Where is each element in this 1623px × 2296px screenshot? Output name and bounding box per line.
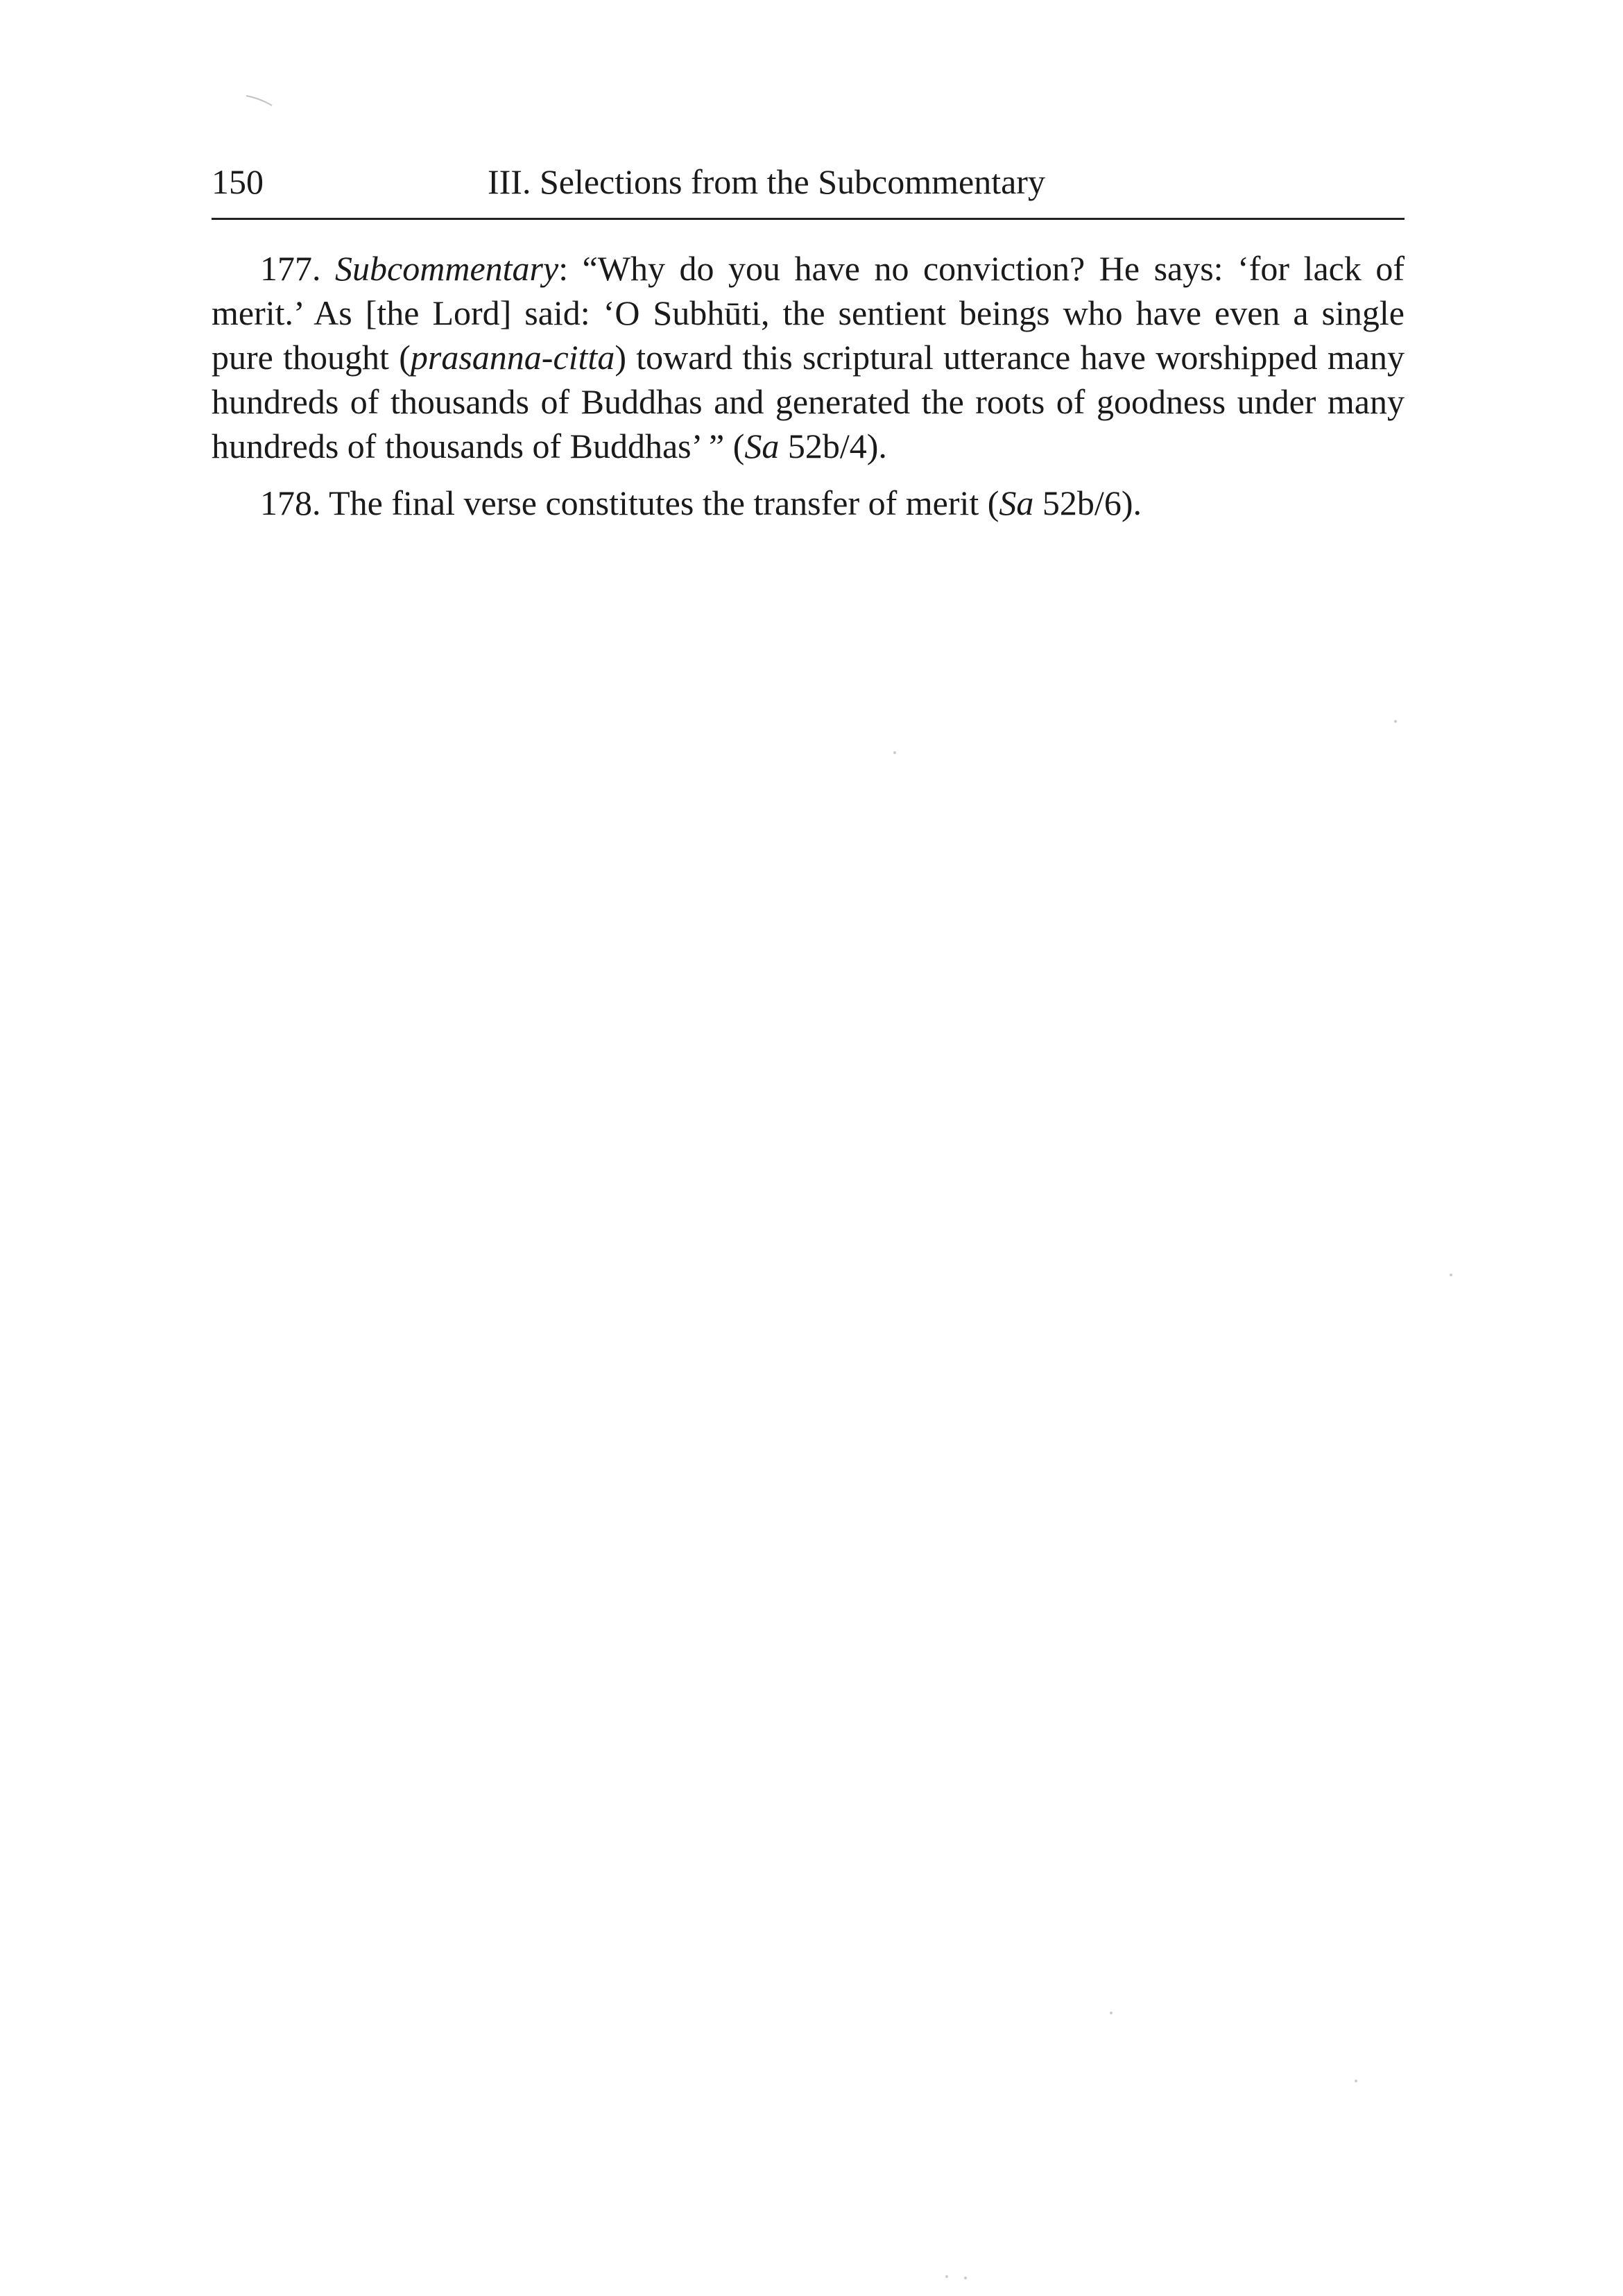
paragraph-text: ) toward this scriptural utterance have worshipped many hundreds of thousands of Buddhas and generated the roots of goodness under many hundreds of thousands of Buddhas’ ” ( [212, 338, 1405, 465]
paragraph-177 [212, 246, 1405, 468]
paragraph-number: 177. [260, 249, 321, 288]
running-title: III. Selections from the Subcommentary [488, 162, 1045, 201]
source-abbrev: Sa [999, 483, 1034, 522]
citation-ref: 52b/4). [779, 427, 887, 465]
paragraph-text: The final verse constitutes the transfer of merit ( [329, 483, 999, 522]
page-number: 150 [212, 162, 264, 201]
header-rule [212, 218, 1405, 220]
paragraph-178 [212, 481, 1405, 525]
subcommentary-label: Subcommentary [335, 249, 559, 288]
sanskrit-term: prasanna-citta [410, 338, 615, 377]
paragraph-text: : “Why do you have no conviction? He says: ‘for lack of merit.’ As [the Lord] said: ‘O Subhūti, the sentient beings who have even a single pure thought ( [212, 249, 1405, 377]
source-abbrev: Sa [744, 427, 780, 465]
running-head [212, 154, 1405, 209]
citation-ref: 52b/6). [1033, 483, 1142, 522]
body-text [212, 246, 1405, 525]
paragraph-number: 178. [260, 483, 321, 522]
